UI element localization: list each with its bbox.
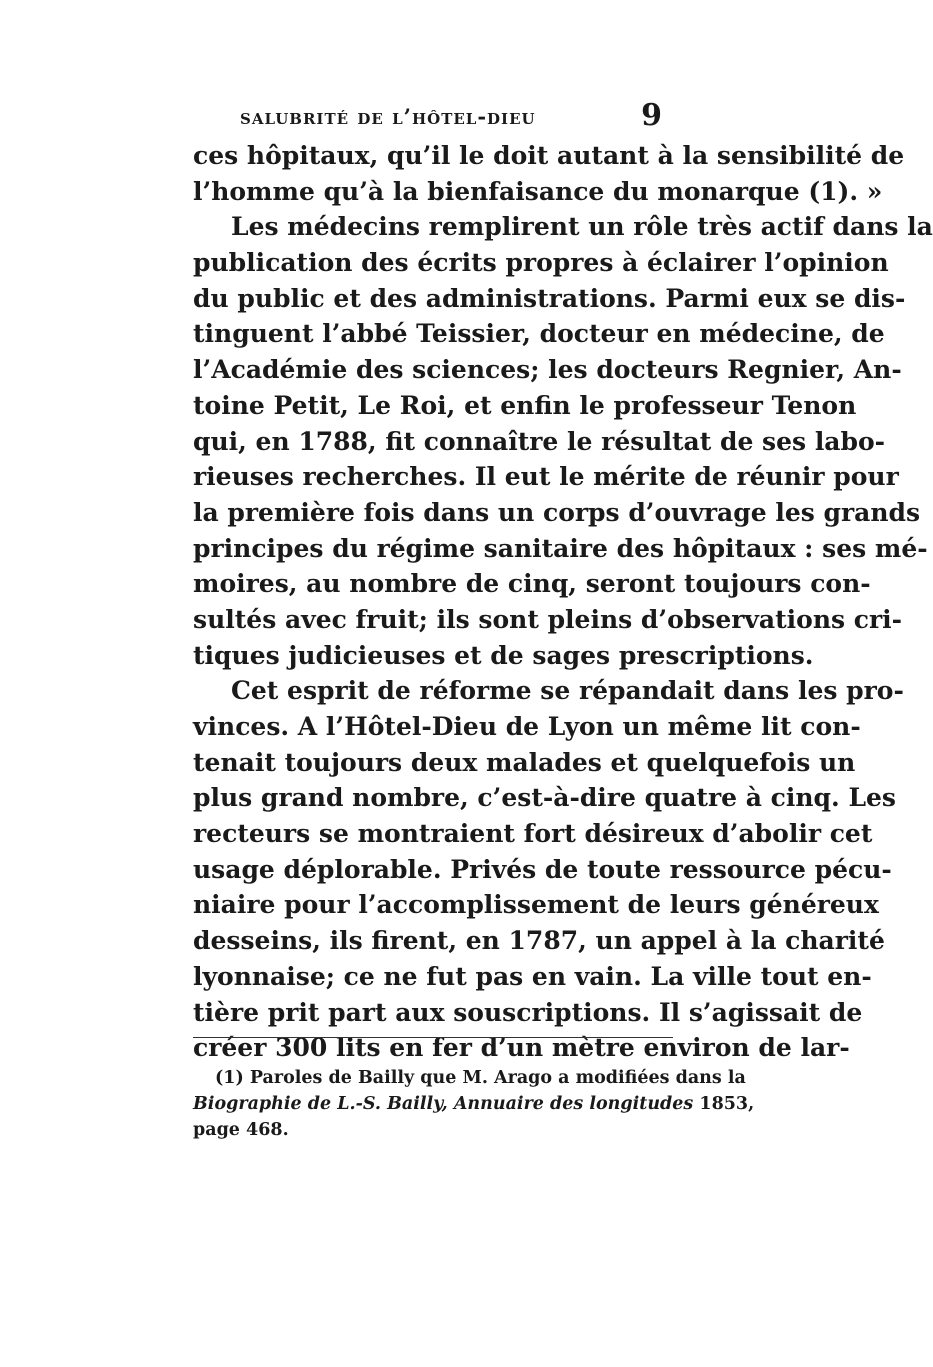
body-text: [193, 138, 933, 1066]
text-line: publication des écrits propres à éclairer l’opinion: [193, 248, 889, 278]
text-line: sultés avec fruit; ils sont pleins d’observations cri-: [193, 604, 903, 634]
text-line: plus grand nombre, c’est-à-dire quatre à cinq. Les: [193, 783, 897, 813]
text-line: l’homme qu’à la bienfaisance du monarque (1). »: [193, 176, 883, 206]
text-line: tière prit part aux souscriptions. Il s’agissait de: [193, 997, 863, 1027]
text-line: tenait toujours deux malades et quelquefois un: [193, 747, 856, 777]
text-line: ces hôpitaux, qu’il le doit autant à la sensibilité de: [193, 141, 905, 170]
text-line: Cet esprit de réforme se répandait dans les pro-: [231, 676, 904, 706]
text-line: lyonnaise; ce ne fut pas en vain. La ville tout en-: [193, 961, 872, 991]
text-line: moires, au nombre de cinq, seront toujours con-: [193, 569, 871, 599]
footnote-citation-year: 1853,: [699, 1094, 755, 1114]
footnote: [193, 1065, 755, 1143]
footnote-line: [193, 1091, 755, 1117]
text-line: usage déplorable. Privés de toute ressource pécu-: [193, 854, 892, 884]
text-line: l’Académie des sciences; les docteurs Regnier, An-: [193, 355, 902, 385]
text-line: tinguent l’abbé Teissier, docteur en médecine, de: [193, 319, 885, 349]
text-line: rieuses recherches. Il eut le mérite de réunir pour: [193, 462, 899, 492]
page-header: [240, 98, 662, 138]
running-title: salubrité de l’hôtel-dieu: [240, 104, 536, 129]
footnote-divider: [193, 1037, 673, 1038]
text-line: Les médecins remplirent un rôle très actif dans la: [231, 212, 933, 242]
text-line: desseins, ils firent, en 1787, un appel à la charité: [193, 926, 885, 956]
footnote-line: (1) Paroles de Bailly que M. Arago a modifiées dans la: [215, 1068, 746, 1088]
text-line: toine Petit, Le Roi, et enfin le professeur Tenon: [193, 390, 857, 420]
text-line: principes du régime sanitaire des hôpitaux : ses mé-: [193, 533, 928, 563]
footnote-citation-source: Annuaire des longitudes: [453, 1094, 694, 1114]
text-line: la première fois dans un corps d’ouvrage les grands: [193, 497, 921, 527]
text-line: créer 300 lits en fer d’un mètre environ de lar-: [193, 1033, 850, 1063]
text-line: qui, en 1788, fit connaître le résultat de ses labo-: [193, 426, 886, 456]
text-line: tiques judicieuses et de sages prescriptions.: [193, 640, 814, 670]
page-number: 9: [641, 98, 662, 133]
text-line: recteurs se montraient fort désireux d’abolir cet: [193, 819, 873, 849]
footnote-citation-title: Biographie de L.-S. Bailly,: [193, 1094, 448, 1114]
footnote-line: page 468.: [193, 1120, 289, 1140]
text-line: niaire pour l’accomplissement de leurs généreux: [193, 890, 879, 920]
text-line: du public et des administrations. Parmi eux se dis-: [193, 283, 906, 313]
text-line: vinces. A l’Hôtel-Dieu de Lyon un même lit con-: [193, 712, 861, 741]
